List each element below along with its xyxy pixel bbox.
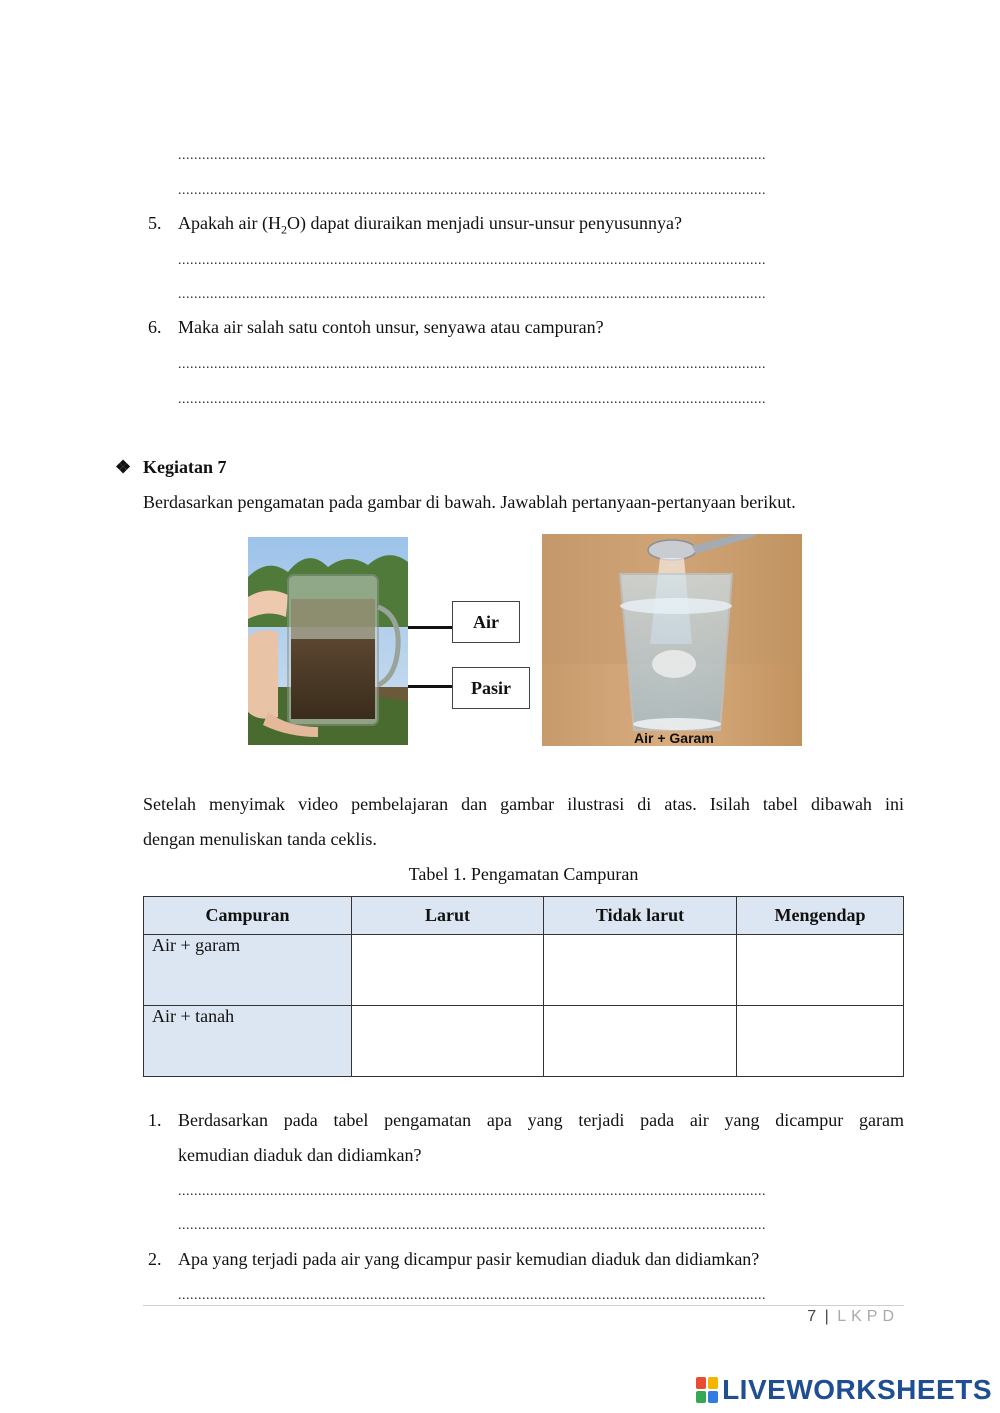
- header-larut: Larut: [352, 897, 544, 935]
- question-6-text: Maka air salah satu contoh unsur, senyawa atau campuran?: [178, 317, 604, 337]
- cell-air-garam-larut[interactable]: [352, 935, 544, 1006]
- photo-water-sand: [248, 537, 408, 745]
- paragraph-line-2: dengan menuliskan tanda ceklis.: [143, 829, 377, 849]
- cell-air-tanah-tidak-larut[interactable]: [544, 1006, 737, 1077]
- answer-line[interactable]: ...................................................................................................................................................: [178, 183, 766, 198]
- footer-label: LKPD: [837, 1308, 899, 1325]
- answer-line[interactable]: ...................................................................................................................................................: [178, 1218, 766, 1233]
- table-caption: Tabel 1. Pengamatan Campuran: [408, 864, 639, 884]
- page-number: 7: [807, 1308, 819, 1325]
- question-number: 1.: [148, 1110, 162, 1130]
- label-pasir: Pasir: [452, 667, 530, 709]
- connector-line-air: [408, 626, 452, 629]
- question-2-text: Apa yang terjadi pada air yang dicampur pasir kemudian diaduk dan didiamkan?: [178, 1249, 760, 1269]
- connector-line-pasir: [408, 685, 452, 688]
- header-tidak-larut: Tidak larut: [544, 897, 737, 935]
- activity-instruction: Berdasarkan pengamatan pada gambar di bawah. Jawablah pertanyaan-pertanyaan berikut.: [143, 492, 796, 512]
- answer-line[interactable]: ...................................................................................................................................................: [178, 1288, 766, 1303]
- row-label-air-tanah: Air + tanah: [144, 1006, 352, 1077]
- glass-sand-illustration: [248, 537, 408, 745]
- paragraph-line-1: Setelah menyimak video pembelajaran dan gambar ilustrasi di atas. Isilah tabel dibawah ini: [143, 794, 904, 814]
- question-number: 5.: [148, 213, 162, 233]
- liveworksheets-logo-icon: [696, 1377, 718, 1403]
- liveworksheets-logo: [696, 1374, 992, 1406]
- table-header-row: [144, 897, 904, 935]
- answer-line[interactable]: ...................................................................................................................................................: [178, 357, 766, 372]
- header-campuran: Campuran: [144, 897, 352, 935]
- cell-air-tanah-larut[interactable]: [352, 1006, 544, 1077]
- footer-separator: |: [824, 1308, 831, 1325]
- row-label-air-garam: Air + garam: [144, 935, 352, 1006]
- question-5-text: Apakah air $(H_2O)$ dapat diuraikan menjadi unsur-unsur penyusunnya?: [178, 213, 683, 237]
- cell-air-garam-tidak-larut[interactable]: [544, 935, 737, 1006]
- cell-air-garam-mengendap[interactable]: [737, 935, 904, 1006]
- footer-divider: [143, 1305, 904, 1306]
- page-footer: [807, 1308, 899, 1326]
- answer-line[interactable]: ...................................................................................................................................................: [178, 1184, 766, 1199]
- table-row: [144, 1006, 904, 1077]
- table-row: [144, 935, 904, 1006]
- label-air: Air: [452, 601, 520, 643]
- answer-line[interactable]: ...................................................................................................................................................: [178, 148, 766, 163]
- answer-line[interactable]: ...................................................................................................................................................: [178, 253, 766, 268]
- caption-air-garam: Air + Garam: [634, 730, 714, 746]
- activity-bullet-icon: ❖: [115, 457, 132, 477]
- answer-line[interactable]: ...................................................................................................................................................: [178, 392, 766, 407]
- question-number: 2.: [148, 1249, 162, 1269]
- question-1-line-1: Berdasarkan pada tabel pengamatan apa yang terjadi pada air yang dicampur garam: [178, 1110, 904, 1130]
- liveworksheets-logo-text: LIVEWORKSHEETS: [722, 1374, 992, 1405]
- glass-salt-illustration: [542, 534, 802, 746]
- question-number: 6.: [148, 317, 162, 337]
- observation-table: [143, 896, 904, 1077]
- cell-air-tanah-mengendap[interactable]: [737, 1006, 904, 1077]
- answer-line[interactable]: ...................................................................................................................................................: [178, 287, 766, 302]
- question-1-line-2: kemudian diaduk dan didiamkan?: [178, 1145, 422, 1165]
- photo-water-salt: [542, 534, 802, 746]
- header-mengendap: Mengendap: [737, 897, 904, 935]
- activity-title: Kegiatan 7: [143, 457, 227, 477]
